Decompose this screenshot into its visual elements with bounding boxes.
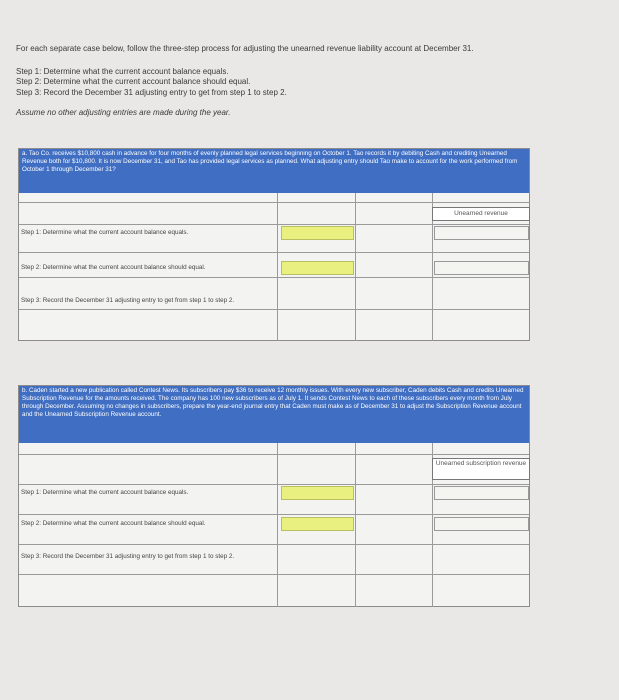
problem-a-step1-amount[interactable]: [434, 226, 529, 240]
instructions-step2: Step 2: Determine what the current account balance should equal.: [16, 77, 251, 86]
grid-line: [19, 454, 529, 455]
grid-line: [19, 514, 529, 515]
problem-a-description: a. Tao Co. receives $10,800 cash in advance for four months of evenly planned legal services beginning on October 1. Tao records it by debiting Cash and crediting Unearned Revenue both for $10,800. It is now December 31, and Tao has provided legal services as planned. What adjusting entry should Tao make to account for the work performed from October 1 through December 31?: [19, 149, 529, 193]
grid-line: [19, 224, 529, 225]
problem-a-step2-label: Step 2: Determine what the current account balance should equal.: [21, 264, 208, 271]
problem-a-panel: [18, 148, 530, 341]
instructions-step3: Step 3: Record the December 31 adjusting entry to get from step 1 to step 2.: [16, 87, 287, 97]
problem-a-step1-label: Step 1: Determine what the current account balance equals.: [21, 229, 191, 236]
problem-b-panel: [18, 385, 530, 607]
instructions-step1: Step 1: Determine what the current account balance equals.: [16, 66, 229, 76]
problem-a-step1-select[interactable]: [281, 226, 354, 240]
grid-line: [355, 443, 356, 607]
problem-b-step2-label: Step 2: Determine what the current account balance should equal.: [21, 520, 208, 527]
problem-b-step1-label: Step 1: Determine what the current account balance equals.: [21, 489, 191, 496]
problem-b-description: b. Caden started a new publication called Contest News. Its subscribers pay $36 to receive 12 monthly issues. With every new subscriber, Caden debits Cash and credits Unearned Subscription Revenue for the amounts received. The company has 100 new subscribers as of July 1. It sends Contest News to each of these subscribers every month from July through December. Assuming no changes in subscribers, prepare the year-end journal entry that Caden must make as of December 31 to adjust the Subscription Revenue account and the Unearned Subscription Revenue account.: [19, 386, 529, 443]
grid-line: [277, 193, 278, 341]
problem-a-step2-select[interactable]: [281, 261, 354, 275]
unearned-revenue-header: Unearned revenue: [432, 207, 530, 221]
problem-b-step1-amount[interactable]: [434, 486, 529, 500]
instructions: [16, 44, 612, 119]
problem-b-step3-label: Step 3: Record the December 31 adjusting entry to get from step 1 to step 2.: [21, 553, 237, 560]
problem-b-step2-select[interactable]: [281, 517, 354, 531]
grid-line: [19, 574, 529, 575]
problem-a-step2-amount[interactable]: [434, 261, 529, 275]
grid-line: [19, 544, 529, 545]
grid-line: [19, 484, 529, 485]
grid-line: [19, 202, 529, 203]
grid-line: [19, 277, 529, 278]
instructions-assume: Assume no other adjusting entries are made during the year.: [16, 108, 231, 117]
grid-line: [19, 309, 529, 310]
problem-b-step2-amount[interactable]: [434, 517, 529, 531]
problem-a-step3-label: Step 3: Record the December 31 adjusting entry to get from step 1 to step 2.: [21, 297, 237, 304]
grid-line: [19, 252, 529, 253]
problem-b-step1-select[interactable]: [281, 486, 354, 500]
grid-line: [277, 443, 278, 607]
grid-line: [355, 193, 356, 341]
instructions-intro: For each separate case below, follow the three-step process for adjusting the unearned revenue liability account at December 31.: [16, 44, 474, 53]
unearned-subscription-revenue-header: Unearned subscription revenue: [432, 458, 530, 480]
